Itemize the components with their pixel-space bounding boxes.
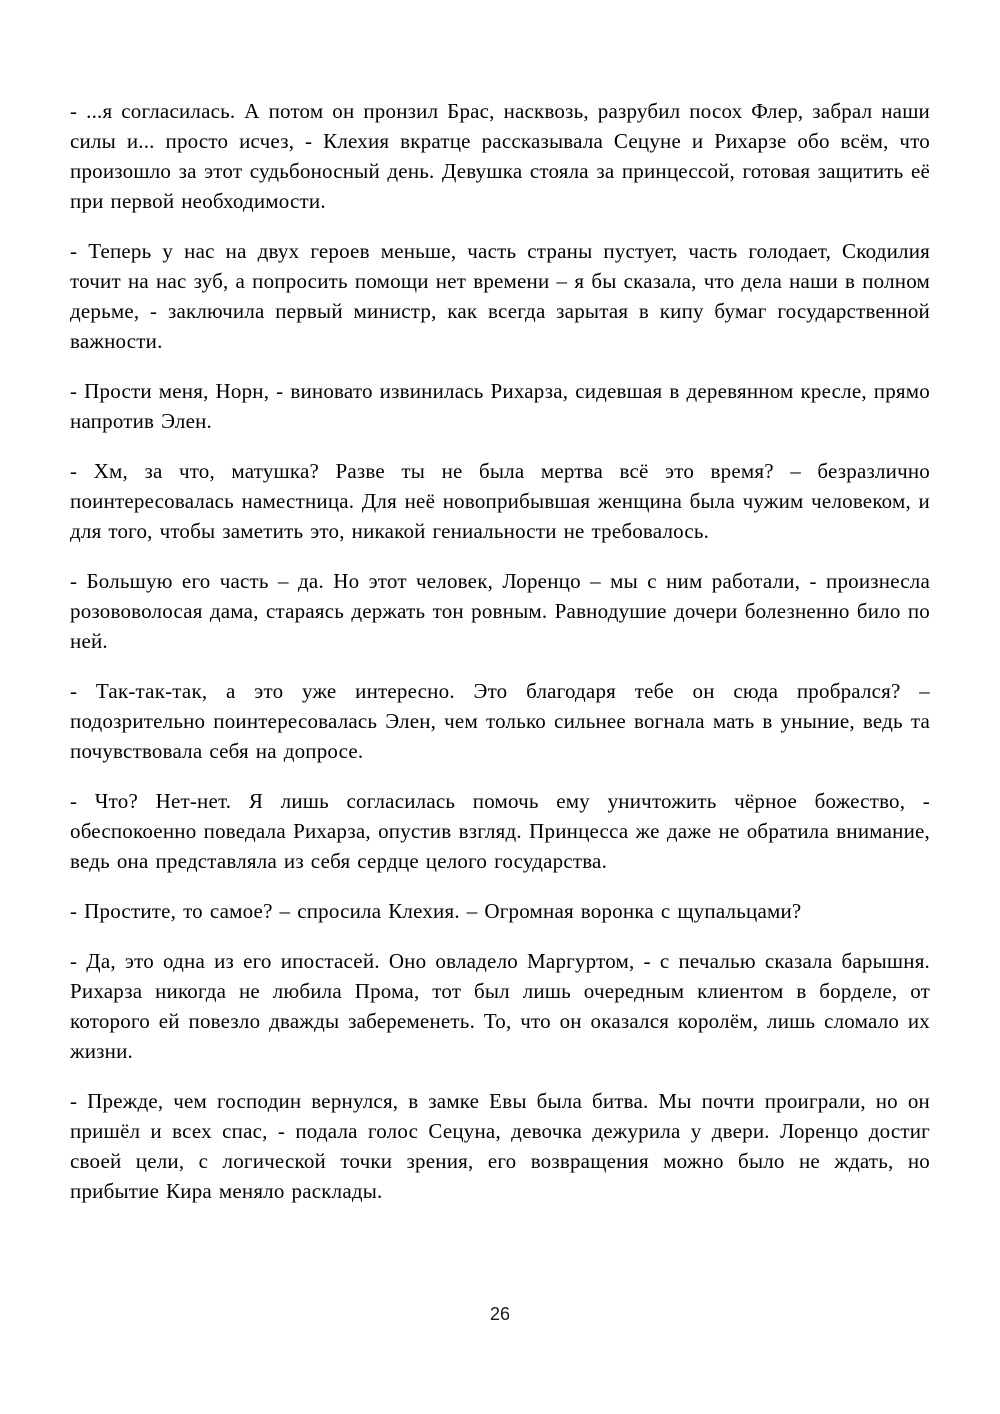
paragraph-8: - Простите, то самое? – спросила Клехия. – Огромная воронка с щупальцами? — [70, 899, 802, 923]
paragraph-5: - Большую его часть – да. Но этот человек, Лоренцо – мы с ним работали, - произнесла розововолосая дама, стараясь держать тон ровным. Равнодушие дочери болезненно било по ней. — [70, 569, 930, 653]
paragraph-10: - Прежде, чем господин вернулся, в замке Евы была битва. Мы почти проиграли, но он пришёл и всех спас, - подала голос Сецуна, девочка дежурила у двери. Лоренцо достиг своей цели, с логической точки зрения, его возвращения можно было не ждать, но прибытие Кира меняло расклады. — [70, 1089, 930, 1203]
page-text-block — [70, 96, 930, 1226]
paragraph-7: - Что? Нет-нет. Я лишь согласилась помочь ему уничтожить чёрное божество, - обеспокоенно поведала Рихарза, опустив взгляд. Принцесса же даже не обратила внимание, ведь она представляла из себя сердце целого государства. — [70, 789, 930, 873]
paragraph-2: - Теперь у нас на двух героев меньше, часть страны пустует, часть голодает, Скодилия точит на нас зуб, а попросить помощи нет времени – я бы сказала, что дела наши в полном дерьме, - заключила первый министр, как всегда зарытая в кипу бумаг государственной важности. — [70, 239, 930, 353]
page-number: 26 — [489, 1304, 511, 1324]
paragraph-9: - Да, это одна из его ипостасей. Оно овладело Маргуртом, - с печалью сказала барышня. Рихарза никогда не любила Прома, тот был лишь очередным клиентом в борделе, от которого ей повезло дважды забеременеть. То, что он оказался королём, лишь сломало их жизни. — [70, 949, 930, 1063]
paragraph-1: - ...я согласилась. А потом он пронзил Брас, насквозь, разрубил посох Флер, забрал наши силы и... просто исчез, - Клехия вкратце рассказывала Сецуне и Рихарзе обо всём, что произошло за этот судьбоносный день. Девушка стояла за принцессой, готовая защитить её при первой необходимости. — [70, 99, 930, 213]
paragraph-3: - Прости меня, Норн, - виновато извинилась Рихарза, сидевшая в деревянном кресле, прямо напротив Элен. — [70, 379, 930, 433]
paragraph-4: - Хм, за что, матушка? Разве ты не была мертва всё это время? – безразлично поинтересовалась наместница. Для неё новоприбывшая женщина была чужим человеком, и для того, чтобы заметить это, никакой гениальности не требовалось. — [70, 459, 930, 543]
paragraph-6: - Так-так-так, а это уже интересно. Это благодаря тебе он сюда пробрался? – подозрительно поинтересовалась Элен, чем только сильнее вогнала мать в уныние, ведь та почувствовала себя на допросе. — [70, 679, 930, 763]
